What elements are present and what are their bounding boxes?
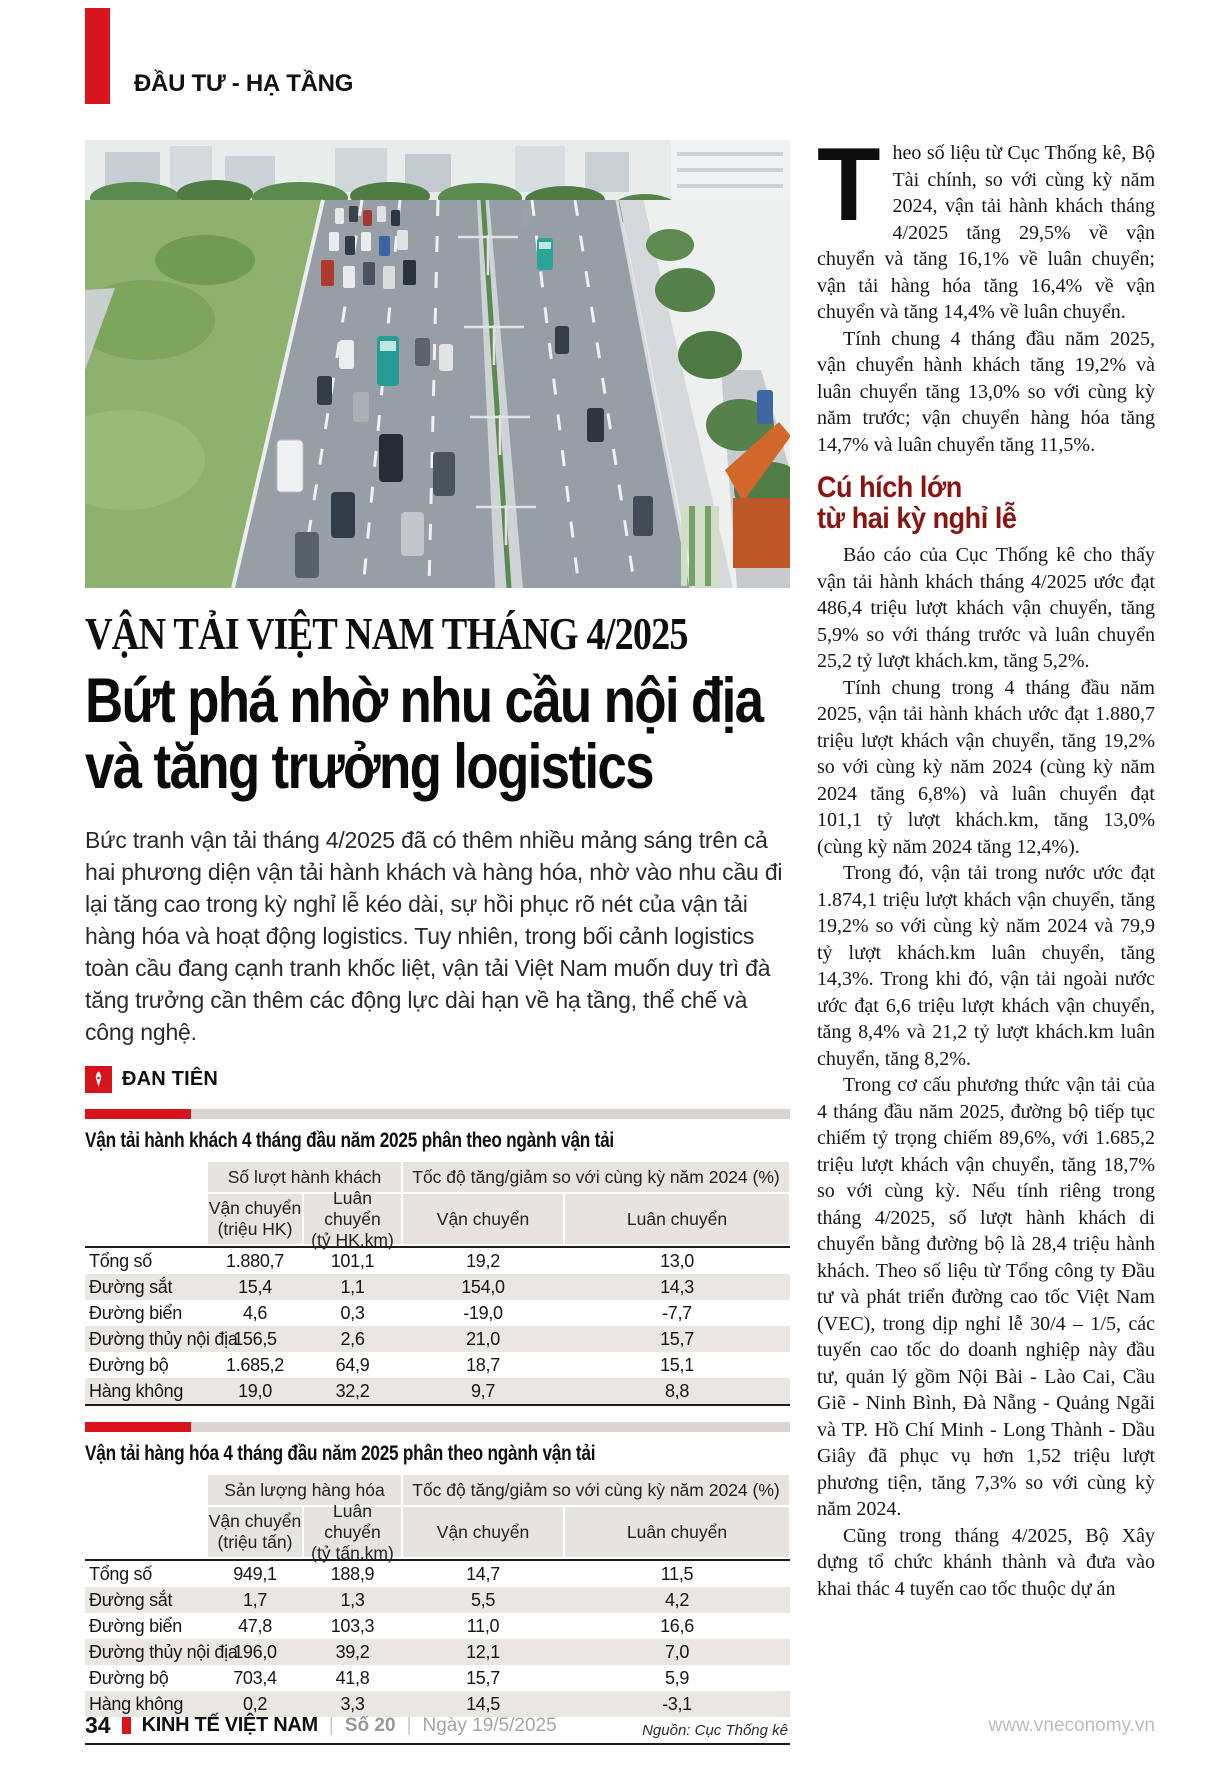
table-cell-value: 19,0 xyxy=(238,1380,272,1401)
table-source-note: Nguồn: Cục Thống kê xyxy=(642,1722,788,1739)
table-row xyxy=(85,1352,790,1378)
subhead-line-1: Cú hích lớn xyxy=(817,471,962,504)
column-header: Luân chuyển xyxy=(565,1507,789,1557)
headline-line-2: và tăng trưởng logistics xyxy=(85,732,653,802)
table-cell-value: 1.685,2 xyxy=(226,1354,284,1375)
table-cell-value: 5,9 xyxy=(664,1667,690,1688)
footer-red-mark xyxy=(122,1717,131,1734)
column-header xyxy=(304,1187,401,1250)
table-cell-label: Đường biển xyxy=(89,1302,182,1323)
table-body xyxy=(85,1561,790,1717)
table-divider-bar xyxy=(85,1422,790,1432)
table-cell-value: 15,7 xyxy=(466,1667,500,1688)
paragraph: Báo cáo của Cục Thống kê cho thấy vận tải hành khách tháng 4/2025 ước đạt 486,4 triệu lượt khách vận chuyển, tăng 5,9% so với tháng trước và luân chuyển 25,2 tỷ lượt khách.km, tăng 5,2%. xyxy=(817,544,1155,672)
table-cell-value: 949,1 xyxy=(233,1563,277,1584)
table-cell-value: 11,5 xyxy=(660,1563,694,1584)
article-kicker: VẬN TẢI VIỆT NAM THÁNG 4/2025 xyxy=(85,609,688,659)
subhead-line-2: từ hai kỳ nghỉ lễ xyxy=(817,502,1017,535)
article-lead: Bức tranh vận tải tháng 4/2025 đã có thêm nhiều mảng sáng trên cả hai phương diện vận tải hành khách và hàng hóa, nhờ vào nhu cầu đi lại tăng cao trong kỳ nghỉ lễ kéo dài, sự hồi phục rõ nét của vận tải hàng hóa và hoạt động logistics. Tuy nhiên, trong bối cảnh logistics toàn cầu đang cạnh tranh khốc liệt, vận tải Việt Nam muốn duy trì đà tăng trưởng cần thêm các động lực dài hạn về hạ tầng, thể chế và công nghệ. xyxy=(85,827,783,1045)
page-footer xyxy=(85,1712,1155,1739)
table-cell-value: -7,7 xyxy=(662,1302,692,1323)
table-cell-label: Đường thủy nội địa xyxy=(89,1328,238,1349)
table-cell-value: 196,0 xyxy=(233,1641,277,1662)
table-group-header xyxy=(85,1475,790,1505)
table-cell-value: 101,1 xyxy=(330,1250,375,1271)
table-cell-value: 703,4 xyxy=(233,1667,277,1688)
table-row xyxy=(85,1587,790,1613)
table-row xyxy=(85,1248,790,1274)
table-cell-label: Tổng số xyxy=(89,1563,152,1584)
table-passenger-transport xyxy=(85,1109,790,1406)
section-title: ĐẦU TƯ - HẠ TẦNG xyxy=(134,70,354,97)
table-cell-value: 8,8 xyxy=(664,1380,690,1401)
table-cell-value: 21,0 xyxy=(466,1328,500,1349)
table-cell-value: 39,2 xyxy=(335,1641,370,1662)
table-cell-value: 4,6 xyxy=(242,1302,268,1323)
table-cell-value: 188,9 xyxy=(330,1563,375,1584)
table-cell-label: Đường bộ xyxy=(89,1667,169,1688)
table-group-header xyxy=(85,1162,790,1192)
column-header xyxy=(304,1500,401,1563)
table-cell-value: 15,4 xyxy=(238,1276,272,1297)
table-cell-value: 64,9 xyxy=(335,1354,370,1375)
table-cell-value: 15,7 xyxy=(660,1328,694,1349)
column-header xyxy=(208,1507,302,1557)
column-unit: (triệu HK) xyxy=(217,1219,293,1239)
column-unit: (tỷ HK.km) xyxy=(311,1229,394,1250)
table-cell-value: 103,3 xyxy=(330,1615,375,1636)
column-group-growth: Tốc độ tăng/giảm so với cùng kỳ năm 2024 (%) xyxy=(403,1475,789,1505)
paragraph xyxy=(817,127,1155,326)
table-cell-value: 11,0 xyxy=(466,1615,500,1636)
column-unit: (tỷ tấn.km) xyxy=(311,1542,394,1563)
table-cell-label: Đường sắt xyxy=(89,1276,173,1297)
column-name: Luân chuyển xyxy=(324,1187,381,1229)
table-corner-cell xyxy=(85,1192,207,1244)
table-rule xyxy=(85,1743,790,1745)
table-corner-cell xyxy=(85,1162,207,1192)
table-cell-value: 41,8 xyxy=(335,1667,370,1688)
table-cell-value: 16,6 xyxy=(660,1615,694,1636)
table-cell-value: 13,0 xyxy=(660,1250,694,1271)
table-row xyxy=(85,1378,790,1404)
paragraph: Trong cơ cấu phương thức vận tải của 4 tháng đầu năm 2025, đường bộ tiếp tục chiếm tỷ trọng chiếm 89,6%, với 1.685,2 triệu lượt khách vận chuyển, tăng 18,7% so với cùng kỳ. Nếu tính riêng trong tháng 4/2025, số lượt hành khách di chuyển bằng đường bộ là 28,4 triệu hành khách. Theo số liệu từ Tổng công ty Đầu tư và phát triển đường cao tốc Việt Nam (VEC), trong dịp nghỉ lễ 30/4 – 1/5, các tuyến cao tốc do doanh nghiệp này đầu tư, quản lý gồm Nội Bài - Lào Cai, Cầu Giẽ - Ninh Bình, Đà Nẵng - Quảng Ngãi và TP. Hồ Chí Minh - Long Thành - Dầu Giây đã phục vụ hơn 1,52 triệu lượt phương tiện, tăng 7,3% so với cùng kỳ năm 2024. xyxy=(817,1074,1155,1520)
column-group-volume: Sản lượng hàng hóa xyxy=(208,1475,401,1505)
paragraph-text: heo số liệu từ Cục Thống kê, Bộ Tài chính, so với cùng kỳ năm 2024, vận tải hành khách tháng 4/2025 tăng 29,5% về vận chuyển và tăng 16,1% về luân chuyển; vận tải hàng hóa tăng 16,4% về vận chuyển và tăng 14,4% về luân chuyển. xyxy=(817,142,1155,323)
right-column xyxy=(817,127,1155,1602)
table-row xyxy=(85,1561,790,1587)
table-cell-value: 7,0 xyxy=(664,1641,690,1662)
table-cell-label: Đường bộ xyxy=(89,1354,169,1375)
table-cell-value: 3,3 xyxy=(340,1693,365,1714)
table-cell-label: Đường sắt xyxy=(89,1589,173,1610)
table-cell-value: 1,3 xyxy=(340,1589,365,1610)
table-divider-bar xyxy=(85,1109,790,1119)
table-cell-value: 2,6 xyxy=(340,1328,365,1349)
table-cell-label: Hàng không xyxy=(89,1380,184,1401)
table-divider-red xyxy=(85,1422,191,1432)
table-row xyxy=(85,1274,790,1300)
table-cell-value: 9,7 xyxy=(470,1380,496,1401)
paragraph: Tính chung trong 4 tháng đầu năm 2025, vận tải hành khách ước đạt 1.880,7 triệu lượt khách vận chuyển, tăng 19,2% so với cùng kỳ năm 2024 (cùng kỳ năm 2024 tăng 6,8%) và luân chuyển đạt 101,1 tỷ lượt khách.km, tăng 13,0% (cùng kỳ năm 2024 tăng 12,4%). xyxy=(817,676,1155,858)
table-row xyxy=(85,1665,790,1691)
table-freight-transport xyxy=(85,1422,790,1745)
table-row xyxy=(85,1639,790,1665)
table-cell-value: 0,3 xyxy=(340,1302,365,1323)
pen-icon xyxy=(85,1066,112,1093)
column-unit: (triệu tấn) xyxy=(217,1532,293,1552)
article-body xyxy=(817,127,1155,1602)
column-name: Vận chuyển xyxy=(208,1198,302,1218)
author-name: ĐAN TIÊN xyxy=(122,1068,219,1090)
column-header: Luân chuyển xyxy=(565,1194,789,1244)
table-corner-cell xyxy=(85,1475,207,1505)
table-title: Vận tải hành khách 4 tháng đầu năm 2025 phân theo ngành vận tải xyxy=(85,1129,614,1152)
table-cell-label: Hàng không xyxy=(89,1693,184,1714)
table-cell-label: Tổng số xyxy=(89,1250,152,1271)
table-row xyxy=(85,1326,790,1352)
column-header: Vận chuyển xyxy=(403,1507,563,1557)
article-photo xyxy=(85,140,790,588)
issue-number: Số 20 xyxy=(344,1714,396,1736)
table-cell-value: 14,5 xyxy=(466,1693,500,1714)
table-cell-value: 14,3 xyxy=(660,1276,694,1297)
website-url: www.vneconomy.vn xyxy=(988,1714,1155,1736)
table-body xyxy=(85,1248,790,1404)
table-cell-value: 1.880,7 xyxy=(226,1250,284,1271)
table-cell-label: Đường thủy nội địa xyxy=(89,1641,238,1662)
table-cell-value: 156,5 xyxy=(233,1328,277,1349)
byline xyxy=(85,1066,790,1093)
paragraph: Tính chung 4 tháng đầu năm 2025, vận chuyển hành khách tăng 19,2% và luân chuyển tăng 13,0% so với cùng kỳ năm trước; vận chuyển hàng hóa tăng 14,7% và luân chuyển tăng 11,5%. xyxy=(817,327,1155,456)
table-cell-value: 32,2 xyxy=(335,1380,370,1401)
issue-date: Ngày 19/5/2025 xyxy=(422,1714,557,1736)
table-cell-value: -19,0 xyxy=(463,1302,503,1323)
table-cell-value: 12,1 xyxy=(466,1641,500,1662)
column-group-volume: Số lượt hành khách xyxy=(208,1162,401,1192)
table-cell-label: Đường biển xyxy=(89,1615,182,1636)
section-color-block xyxy=(85,8,110,104)
table-sub-header xyxy=(85,1500,790,1563)
paragraph: Cũng trong tháng 4/2025, Bộ Xây dựng tổ chức khánh thành và đưa vào khai thác 4 tuyến cao tốc thuộc dự án xyxy=(817,1524,1155,1600)
footer-separator: | xyxy=(328,1714,334,1736)
column-group-growth: Tốc độ tăng/giảm so với cùng kỳ năm 2024 (%) xyxy=(403,1162,789,1192)
publication-name: KINH TẾ VIỆT NAM xyxy=(141,1714,318,1736)
table-row xyxy=(85,1300,790,1326)
column-header xyxy=(208,1194,302,1244)
table-cell-value: 5,5 xyxy=(470,1589,496,1610)
table-rule xyxy=(85,1404,790,1406)
table-row xyxy=(85,1613,790,1639)
column-header: Vận chuyển xyxy=(403,1194,563,1244)
left-column xyxy=(85,140,790,1745)
table-divider-red xyxy=(85,1109,191,1119)
paragraph: Trong đó, vận tải trong nước ước đạt 1.874,1 triệu lượt khách vận chuyển, tăng 19,2% so với cùng kỳ năm 2024 và 79,9 tỷ lượt khách.km luân chuyển, tăng 14,3%. Trong khi đó, vận tải ngoài nước ước đạt 6,6 triệu lượt khách vận chuyển, tăng 8,4% và 21,2 tỷ lượt khách.km luân chuyển, tăng 8,2%. xyxy=(817,862,1155,1070)
table-cell-value: 19,2 xyxy=(466,1250,500,1271)
table-cell-value: 4,2 xyxy=(664,1589,690,1610)
table-cell-value: 18,7 xyxy=(466,1354,500,1375)
table-cell-value: 14,7 xyxy=(466,1563,500,1584)
table-cell-value: 1,7 xyxy=(242,1589,268,1610)
table-cell-value: 154,0 xyxy=(461,1276,505,1297)
table-sub-header xyxy=(85,1187,790,1250)
section-subhead xyxy=(817,472,1155,534)
article-headline xyxy=(85,668,790,800)
table-corner-cell xyxy=(85,1505,207,1557)
table-cell-value: 1,1 xyxy=(340,1276,365,1297)
table-title: Vận tải hàng hóa 4 tháng đầu năm 2025 phân theo ngành vận tải xyxy=(85,1442,596,1465)
footer-separator: | xyxy=(406,1714,412,1736)
headline-line-1: Bứt phá nhờ nhu cầu nội địa xyxy=(85,666,763,736)
table-cell-value: 0,2 xyxy=(242,1693,268,1714)
table-cell-value: -3,1 xyxy=(662,1693,692,1714)
table-cell-value: 47,8 xyxy=(238,1615,272,1636)
column-name: Vận chuyển xyxy=(208,1511,302,1531)
drop-cap: T xyxy=(817,127,881,243)
table-cell-value: 15,1 xyxy=(660,1354,694,1375)
page-number: 34 xyxy=(85,1712,111,1738)
column-name: Luân chuyển xyxy=(324,1500,381,1542)
